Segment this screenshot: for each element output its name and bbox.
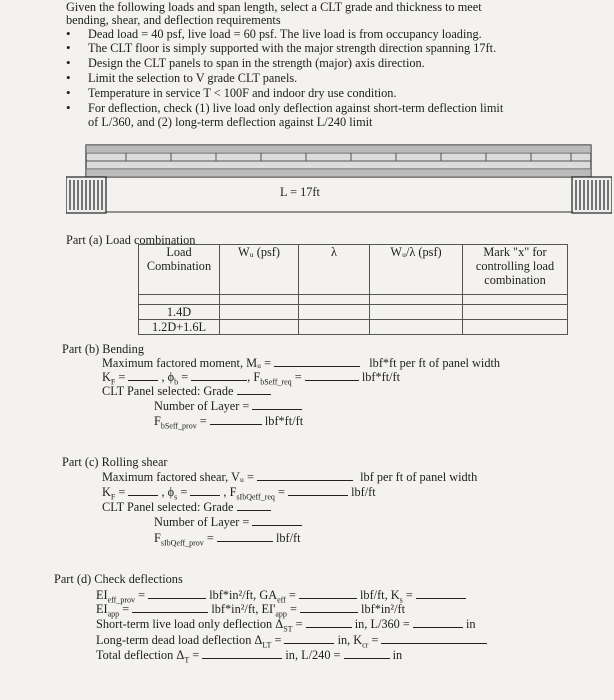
part-c-fs-prov-row: $F_{sIbQeff\_prov} = lbf/ft$ <box>154 531 301 548</box>
fb-prov-input[interactable] <box>210 413 262 425</box>
load-combination-table <box>138 244 568 335</box>
table-row <box>139 320 568 335</box>
bullet-dot: • <box>66 85 71 100</box>
ei-app-label: EI <box>96 602 108 616</box>
l240-input[interactable] <box>344 647 390 659</box>
cell-wu-lambda-2[interactable] <box>370 320 463 335</box>
layers-input[interactable] <box>252 398 302 410</box>
bullet-support: The CLT floor is simply supported with the major strength direction spanning 17ft. <box>88 41 497 55</box>
grade-input[interactable] <box>237 383 271 395</box>
cell-mark-1[interactable] <box>463 305 568 320</box>
part-c-layers-row <box>154 514 302 529</box>
total-unit: in, <box>285 648 299 662</box>
ei-app-unit: lbf*in²/ft, EI' <box>211 602 276 616</box>
intro-line-2: bending, shear, and deflection requirements <box>66 13 281 27</box>
span-label: L = 17ft <box>280 185 320 199</box>
header-load-combination <box>139 245 220 295</box>
fb-req-input[interactable] <box>305 369 359 381</box>
part-b-layers-row <box>154 398 302 413</box>
bullet-dot: • <box>66 55 71 70</box>
ei-app-input[interactable] <box>132 601 208 613</box>
bullet-axis: Design the CLT panels to span in the strength (major) axis direction. <box>88 56 425 70</box>
part-b-fb-prov-row: $F_{bSeff\_prov} = lbf*ft/ft$ <box>154 414 304 431</box>
table-header-row <box>139 245 568 295</box>
l360-input[interactable] <box>413 616 463 628</box>
ga-unit: lbf/ft, K <box>360 588 400 602</box>
part-b-grade-row <box>102 383 271 398</box>
kf-label: K <box>102 370 111 384</box>
shear-unit: lbf per ft of panel width <box>360 470 478 484</box>
fs-prov-unit: lbf/ft <box>275 531 301 545</box>
long-term-unit: in, K <box>337 633 363 647</box>
bullet-dot: • <box>66 70 71 85</box>
part-c-factor-row: $K_F$ = , $\phi_s$ = , $F_{sIbQeff\_req} = lbf/ft$ <box>102 485 376 502</box>
shear-layers-input[interactable] <box>252 514 302 526</box>
layers-label: Number of Layer = <box>154 399 250 413</box>
long-term-label: Long-term dead load deflection Δ <box>96 633 263 647</box>
moment-label: Maximum factored moment, Mᵤ = <box>102 356 272 370</box>
header-wu-lambda: Wᵤ/λ (psf) <box>370 245 463 295</box>
ga-eff-input[interactable] <box>299 587 357 599</box>
part-d-row-3: Short-term live load only deflection $\Delta_{ST}$ = in, L/360 = in <box>96 617 476 634</box>
bullet-dead-load: Dead load = 40 psf, live load = 60 psf. The live load is from occupancy loading. <box>88 27 482 41</box>
row-label-1-4d: 1.4D <box>139 305 220 320</box>
fs-req-input[interactable] <box>288 484 348 496</box>
l360-unit: in <box>465 617 476 631</box>
part-d-row-2: $EI_{app} = lbf*in^2/ft$, $EI'_{app} = lbf*in^2/ft$ <box>96 602 406 619</box>
total-input[interactable] <box>202 647 282 659</box>
ei-eff-input[interactable] <box>148 587 206 599</box>
shear-grade-input[interactable] <box>237 499 271 511</box>
row-label-1-2d-1-6l: 1.2D+1.6L <box>139 320 220 335</box>
cell-mark-2[interactable] <box>463 320 568 335</box>
fb-prov-label: F <box>154 414 161 428</box>
shear-grade-label: CLT Panel selected: Grade <box>102 500 234 514</box>
cell-wu-lambda-1[interactable] <box>370 305 463 320</box>
shear-input[interactable] <box>257 469 353 481</box>
ks-input[interactable] <box>416 587 466 599</box>
part-b-factor-row: $K_F$ = , $\phi_b$ = , $F_{bSeff\_req} = lbf*ft/ft$ <box>102 370 401 387</box>
header-combination: Combination <box>146 259 212 273</box>
l240-label: L/240 = <box>301 648 341 662</box>
l360-label: L/360 = <box>370 617 410 631</box>
table-spacer-row <box>139 295 568 305</box>
beam-diagram <box>66 140 612 216</box>
l240-unit: in <box>392 648 403 662</box>
part-b-title: Part (b) Bending <box>62 342 144 356</box>
moment-input[interactable] <box>274 355 360 367</box>
part-c-grade-row <box>102 499 271 514</box>
cell-wu-2[interactable] <box>220 320 299 335</box>
fs-prov-input[interactable] <box>217 530 273 542</box>
short-term-input[interactable] <box>306 616 352 628</box>
bullet-dot: • <box>66 26 71 41</box>
ei-eff-label: EI <box>96 588 108 602</box>
header-wu: Wᵤ (psf) <box>220 245 299 295</box>
left-support <box>66 177 106 213</box>
header-load: Load <box>166 245 192 259</box>
fb-req-label: , F <box>247 370 261 384</box>
part-d-row-5: Total deflection $\Delta_T$ = in, L/240 = in <box>96 648 403 665</box>
header-mark <box>463 245 568 295</box>
grade-label: CLT Panel selected: Grade <box>102 384 234 398</box>
total-label: Total deflection Δ <box>96 648 185 662</box>
bullet-deflection: For deflection, check (1) live load only deflection against short-term deflection limit <box>88 101 504 115</box>
part-d-row-4: Long-term dead load deflection $\Delta_{LT}$ = in, $K_{cr}$ = <box>96 632 487 652</box>
table-row <box>139 305 568 320</box>
ei-eff-unit: lbf*in²/ft, GA <box>209 588 278 602</box>
bullet-grade: Limit the selection to V grade CLT panels. <box>88 71 298 85</box>
kcr-input[interactable] <box>381 632 487 644</box>
shear-label: Maximum factored shear, Vᵤ = <box>102 470 254 484</box>
header-mark-line-1: Mark "x" for <box>483 245 547 259</box>
part-d-row-1: $EI_{eff\_prov} = lbf*in^2/ft$, $GA_{eff} = lbf/ft$, $K_s$ = <box>96 587 466 607</box>
phi-s-input[interactable] <box>190 484 220 496</box>
short-term-label: Short-term live load only deflection Δ <box>96 617 284 631</box>
part-d-title: Part (d) Check deflections <box>54 572 183 586</box>
header-mark-line-2: controlling load <box>475 259 555 273</box>
header-mark-line-3: combination <box>484 273 546 287</box>
cell-lambda-1[interactable] <box>299 305 370 320</box>
bullet-dot: • <box>66 40 71 55</box>
bullet-deflection-cont: of L/360, and (2) long-term deflection against L/240 limit <box>88 115 373 129</box>
cell-lambda-2[interactable] <box>299 320 370 335</box>
bullet-temperature: Temperature in service T < 100F and indoor dry use condition. <box>88 86 397 100</box>
bullet-dot: • <box>66 100 71 115</box>
kf-shear-input[interactable] <box>128 484 158 496</box>
part-c-title: Part (c) Rolling shear <box>62 455 168 469</box>
fs-req-unit: lbf/ft <box>351 485 376 499</box>
short-term-unit: in, <box>354 617 368 631</box>
long-term-input[interactable] <box>284 632 334 644</box>
ei-app-prime-input[interactable] <box>300 601 358 613</box>
right-support <box>572 177 612 213</box>
cell-wu-1[interactable] <box>220 305 299 320</box>
phi-b-input[interactable] <box>191 369 247 381</box>
shear-layers-label: Number of Layer = <box>154 515 250 529</box>
fb-req-unit: lbf*ft/ft <box>361 370 401 384</box>
kf-input[interactable] <box>128 369 158 381</box>
intro-line-1: Given the following loads and span length, select a CLT grade and thickness to meet <box>66 0 482 14</box>
part-b-moment-row <box>102 355 500 370</box>
header-lambda: λ <box>299 245 370 295</box>
part-c-shear-row <box>102 469 477 484</box>
phi-b-label: , ϕ <box>161 370 175 384</box>
fb-prov-unit: lbf*ft/ft <box>264 414 304 428</box>
ei-app-prime-unit: lbf*in²/ft <box>361 602 406 616</box>
part-a-title: Part (a) Load combination <box>66 233 196 247</box>
moment-unit: lbf*ft per ft of panel width <box>369 356 501 370</box>
